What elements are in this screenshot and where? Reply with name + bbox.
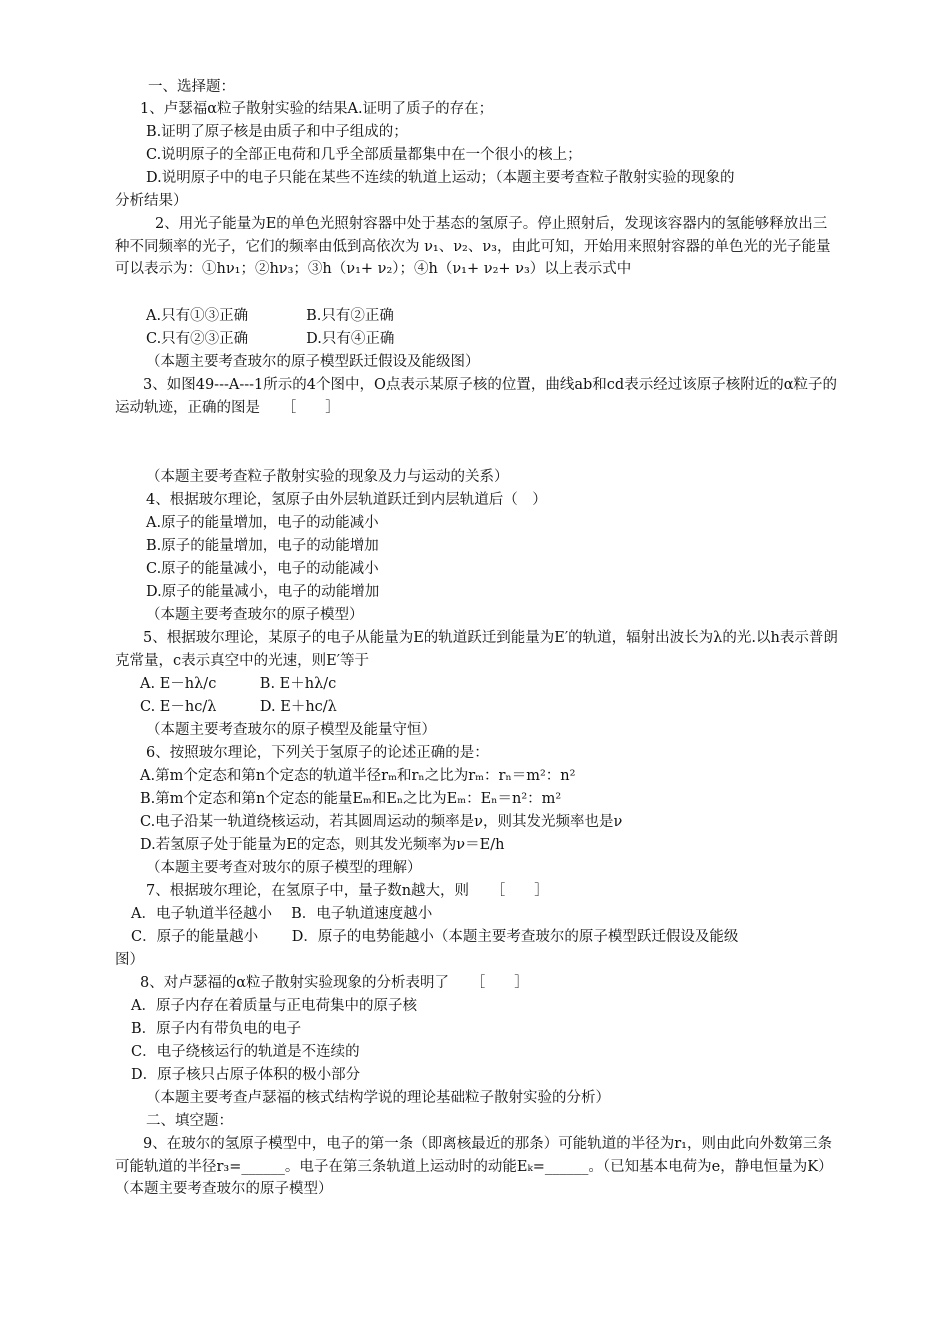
q4-option-a: A.原子的能量增加，电子的动能减小 [146,515,379,531]
q2-options-ab: A.只有①③正确 B.只有②正确 [146,308,394,324]
q4-option-c: C.原子的能量减小，电子的动能减小 [146,561,379,577]
q8-option-b: B．原子内有带负电的电子 [131,1021,302,1037]
q1-option-c: C.说明原子的全部正电荷和几乎全部质量都集中在一个很小的核上； [146,147,582,163]
q2-options-cd: C.只有②③正确 D.只有④正确 [146,331,395,347]
q8-note: （本题主要考查卢瑟福的核式结构学说的理论基础粒子散射实验的分析） [146,1090,610,1106]
q6-note: （本题主要考查对玻尔的原子模型的理解） [146,860,422,876]
q1-option-d: D.说明原子中的电子只能在某些不连续的轨道上运动；（本题主要考查粒子散射实验的现象的 [146,170,735,186]
q7-options-cd: C．原子的能量越小 D．原子的电势能越小（本题主要考查玻尔的原子模型跃迁假设及能级 [131,929,739,945]
q4-stem: 4、根据玻尔理论，氢原子由外层轨道跃迁到内层轨道后（ ） [146,492,547,508]
q6-option-b: B.第m个定态和第n个定态的能量Eₘ和Eₙ之比为Eₘ：Eₙ＝n²：m² [140,791,562,807]
q6-option-a: A.第m个定态和第n个定态的轨道半径rₘ和rₙ之比为rₘ：rₙ＝m²：n² [140,768,576,784]
q5-options-cd: C. E－hc/λ D. E＋hc/λ [140,699,337,715]
q2-note: （本题主要考查玻尔的原子模型跃迁假设及能级图） [146,354,480,370]
q6-option-c: C.电子沿某一轨道绕核运动，若其圆周运动的频率是ν，则其发光频率也是ν [140,814,623,830]
q4-option-d: D.原子的能量减小，电子的动能增加 [146,584,380,600]
section-title-fill: 二、填空题： [146,1113,233,1129]
q6-stem: 6、按照玻尔理论，下列关于氢原子的论述正确的是： [146,745,489,761]
section-title-choice: 一、选择题： [148,79,235,95]
q4-option-b: B.原子的能量增加，电子的动能增加 [146,538,379,554]
q8-option-d: D．原子核只占原子体积的极小部分 [131,1067,361,1083]
q7-options-cd-cont: 图） [115,952,144,968]
q7-stem: 7、根据玻尔理论，在氢原子中，量子数n越大，则 ［ ］ [146,883,549,899]
q1-option-b: B.证明了原子核是由质子和中子组成的； [146,124,408,140]
q6-option-d: D.若氢原子处于能量为E的定态，则其发光频率为ν＝E/h [140,837,505,853]
q4-note: （本题主要考查玻尔的原子模型） [146,607,364,623]
q5-stem: 5、根据玻尔理论，某原子的电子从能量为E的轨道跃迁到能量为E′的轨道，辐射出波长为λ的光.以h表示普朗克常量，c表示真空中的光速，则E′等于 [115,630,838,669]
q8-option-a: A．原子内存在着质量与正电荷集中的原子核 [131,998,417,1014]
q5-options-ab: A. E－hλ/c B. E＋hλ/c [140,676,337,692]
q8-option-c: C．电子绕核运行的轨道是不连续的 [131,1044,360,1060]
q7-options-ab: A．电子轨道半径越小 B．电子轨道速度越小 [131,906,433,922]
q2-stem: 2、用光子能量为E的单色光照射容器中处于基态的氢原子。停止照射后，发现该容器内的氢能够释放出三种不同频率的光子，它们的频率由低到高依次为 ν₁、ν₂、ν₃，由此可知，开始用来照射容器的单色光的光子能量可以表示为：①hν₁；②hν₃；③h（ν₁+ ν₂）；④h（ν₁+ ν₂+ ν₃）以上表示式中 [115,216,831,277]
q3-stem: 3、如图49---A---1所示的4个图中，O点表示某原子核的位置，曲线ab和cd表示经过该原子核附近的α粒子的运动轨迹，正确的图是 ［ ］ [115,377,837,416]
q5-note: （本题主要考查玻尔的原子模型及能量守恒） [146,722,436,738]
q3-note: （本题主要考查粒子散射实验的现象及力与运动的关系） [146,469,509,485]
q1-stem: 1、卢瑟福α粒子散射实验的结果A.证明了质子的存在； [140,101,494,117]
q8-stem: 8、对卢瑟福的α粒子散射实验现象的分析表明了 ［ ］ [140,975,529,991]
q9-stem: 9、在玻尔的氢原子模型中，电子的第一条（即离核最近的那条）可能轨道的半径为r₁，则由此向外数第三条可能轨道的半径r₃=______。电子在第三条轨道上运动时的动能Eₖ=______。（已知基本电荷为e，静电恒量为K）（本题主要考查玻尔的原子模型） [115,1136,833,1197]
q1-option-d-cont: 分析结果） [115,193,188,209]
